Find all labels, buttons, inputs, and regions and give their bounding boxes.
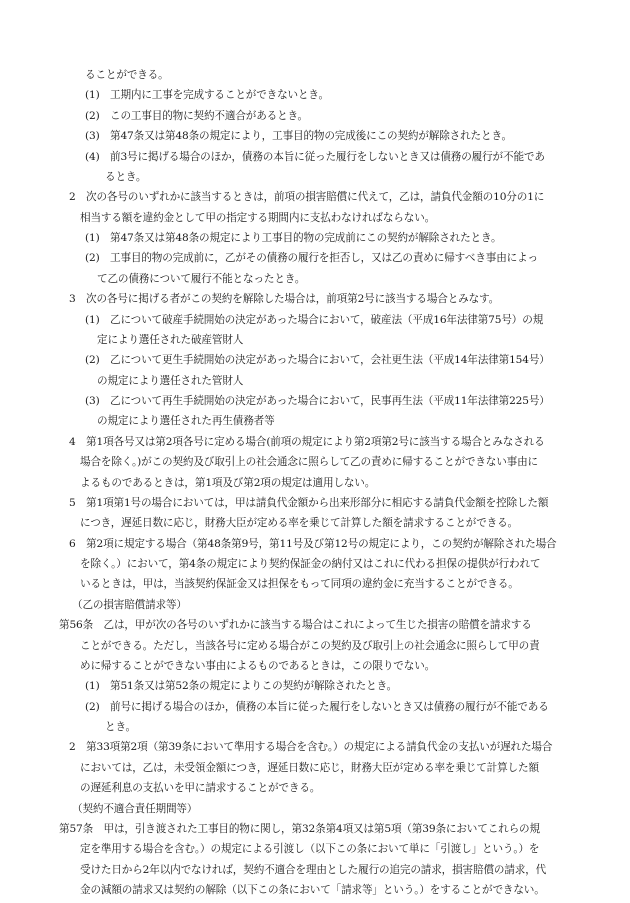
text-line: 4 第1項各号又は第2項各号に定める場合(前項の規定により第2項第2号に該当する場合とみなされる bbox=[69, 435, 545, 448]
text-line: るとき。 bbox=[105, 170, 147, 183]
text-line: 6 第2項に規定する場合（第48条第9号，第11号及び第12号の規定により，この契約が解除された場合 bbox=[69, 537, 557, 550]
text-line: の規定により選任された管財人 bbox=[97, 374, 244, 387]
text-line: 2 次の各号のいずれかに該当するときは，前項の損害賠償に代えて，乙は，請負代金額の10分の1に bbox=[69, 191, 545, 204]
text-line: (4) 前3号に掲げる場合のほか，債務の本旨に従った履行をしないとき又は債務の履行が不能であ bbox=[85, 150, 545, 163]
text-line: (3) 乙について再生手続開始の決定があった場合において，民事再生法（平成11年法律第225号） bbox=[85, 395, 550, 407]
text-line: (2) 工事目的物の完成前に，乙がその債務の履行を拒否し，又は乙の責めに帰すべき事由によっ bbox=[85, 252, 538, 265]
text-line: よるものであるときは，第1項及び第2項の規定は適用しない。 bbox=[80, 476, 376, 489]
text-line: (1) 第51条又は第52条の規定によりこの契約が解除されたとき。 bbox=[85, 680, 398, 693]
article-heading-line: 第57条 甲は，引き渡された工事目的物に関し，第32条第4項又は第5項（第39条においてこれらの規 bbox=[59, 822, 540, 835]
text-line: (1) 乙について破産手続開始の決定があった場合において，破産法（平成16年法律第75号）の規 bbox=[85, 313, 544, 326]
text-line: (2) この工事目的物に契約不適合があるとき。 bbox=[85, 109, 309, 122]
text-line: 5 第1項第1号の場合においては，甲は請負代金額から出来形部分に相応する請負代金額を控除した額 bbox=[69, 496, 549, 509]
text-line: (1) 工期内に工事を完成することができないとき。 bbox=[85, 89, 329, 102]
text-line: (2) 前号に掲げる場合のほか，債務の本旨に従った履行をしないとき又は債務の履行が不能である bbox=[85, 700, 549, 713]
text-line: につき，遅延日数に応じ，財務大臣が定める率を乗じて計算した額を請求することができる。 bbox=[80, 517, 518, 530]
text-line: 受けた日から2年以内でなければ，契約不適合を理由とした履行の追完の請求，損害賠償の請求，代 bbox=[80, 863, 547, 876]
article-caption: （乙の損害賠償請求等） bbox=[72, 598, 187, 611]
text-line: ことができる。ただし，当該各号に定める場合がこの契約及び取引上の社会通念に照らして甲の責 bbox=[80, 639, 540, 652]
text-line: 3 次の各号に掲げる者がこの契約を解除した場合は，前項第2号に該当する場合とみなす。 bbox=[69, 293, 500, 306]
text-line: 2 第33項第2項（第39条において準用する場合を含む。）の規定による請負代金の支払いが遅れた場合 bbox=[69, 741, 553, 754]
text-line: (1) 第47条又は第48条の規定により工事目的物の完成前にこの契約が解除されたとき。 bbox=[85, 232, 502, 244]
text-line: を除く。）において，第4条の規定により契約保証金の納付又はこれに代わる担保の提供が行われて bbox=[80, 558, 541, 570]
text-line: 金の減額の請求又は契約の解除（以下この条において「請求等」という。）をすることができない。 bbox=[80, 884, 545, 896]
text-line: の規定により選任された再生債務者等 bbox=[97, 415, 275, 428]
text-line: 相当する額を違約金として甲の指定する期間内に支払わなければならない。 bbox=[80, 211, 436, 224]
article-caption: （契約不適合責任期間等） bbox=[72, 802, 198, 815]
text-line: 定を準用する場合を含む。）の規定による引渡し（以下この条において単に「引渡し」という。）を bbox=[80, 843, 540, 856]
text-line: の遅延利息の支払いを甲に請求することができる。 bbox=[80, 782, 321, 795]
text-line: とき。 bbox=[105, 721, 136, 733]
text-line: 定により選任された破産管財人 bbox=[97, 333, 244, 346]
text-line: めに帰することができない事由によるものであるときは，この限りでない。 bbox=[80, 659, 436, 672]
text-line: 場合を除く。)がこの契約及び取引上の社会通念に照らして乙の責めに帰することができない事由に bbox=[80, 456, 538, 469]
text-line: (3) 第47条又は第48条の規定により，工事目的物の完成後にこの契約が解除されたとき。 bbox=[85, 130, 512, 143]
text-line: (2) 乙について更生手続開始の決定があった場合において，会社更生法（平成14年法律第154号） bbox=[85, 354, 550, 367]
text-line: いるときは，甲は，当該契約保証金又は担保をもって同項の違約金に充当することができる。 bbox=[80, 578, 519, 591]
text-line: においては，乙は，未受領金額につき，遅延日数に応じ，財務大臣が定める率を乗じて計算した額 bbox=[80, 761, 539, 774]
article-heading-line: 第56条 乙は，甲が次の各号のいずれかに該当する場合はこれによって生じた損害の賠償を請求する bbox=[59, 619, 532, 632]
text-line: て乙の債務について履行不能となったとき。 bbox=[97, 272, 306, 285]
text-line: ることができる。 bbox=[85, 69, 169, 81]
